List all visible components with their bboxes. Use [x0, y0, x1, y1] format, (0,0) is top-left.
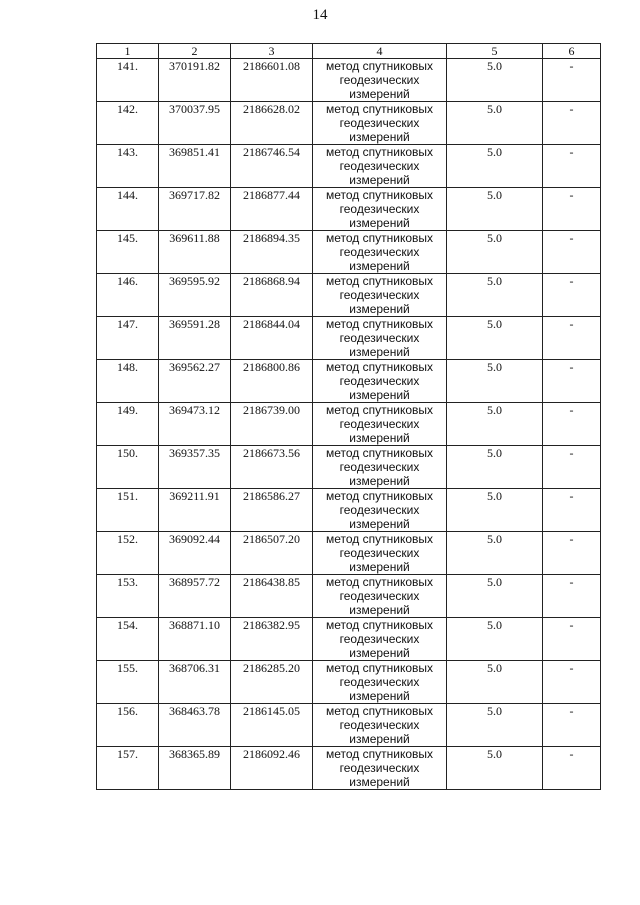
- accuracy-cell: 5.0: [447, 231, 543, 274]
- x-coordinate-cell: 369211.91: [159, 489, 231, 532]
- x-coordinate-cell: 368463.78: [159, 704, 231, 747]
- accuracy-cell: 5.0: [447, 274, 543, 317]
- note-cell: -: [543, 403, 601, 446]
- method-cell: метод спутниковых геодезических измерений: [313, 317, 447, 360]
- page-number: 14: [312, 7, 328, 23]
- x-coordinate-cell: 369562.27: [159, 360, 231, 403]
- accuracy-cell: 5.0: [447, 145, 543, 188]
- table-row: [97, 618, 601, 661]
- method-cell: метод спутниковых геодезических измерений: [313, 446, 447, 489]
- accuracy-cell: 5.0: [447, 59, 543, 102]
- note-cell: -: [543, 661, 601, 704]
- accuracy-cell: 5.0: [447, 489, 543, 532]
- accuracy-cell: 5.0: [447, 747, 543, 790]
- method-cell: метод спутниковых геодезических измерений: [313, 188, 447, 231]
- point-number-cell: 149.: [97, 403, 159, 446]
- table-row: [97, 661, 601, 704]
- note-cell: -: [543, 489, 601, 532]
- table-row: [97, 575, 601, 618]
- note-cell: -: [543, 145, 601, 188]
- note-cell: -: [543, 317, 601, 360]
- point-number-cell: 148.: [97, 360, 159, 403]
- note-cell: -: [543, 446, 601, 489]
- point-number-cell: 142.: [97, 102, 159, 145]
- table-row: [97, 403, 601, 446]
- method-cell: метод спутниковых геодезических измерений: [313, 704, 447, 747]
- header-row: [97, 44, 601, 59]
- y-coordinate-cell: 2186746.54: [231, 145, 313, 188]
- table-row: [97, 489, 601, 532]
- x-coordinate-cell: 369473.12: [159, 403, 231, 446]
- header-cell-2: 2: [159, 44, 231, 59]
- table-row: [97, 360, 601, 403]
- x-coordinate-cell: 368706.31: [159, 661, 231, 704]
- y-coordinate-cell: 2186438.85: [231, 575, 313, 618]
- y-coordinate-cell: 2186894.35: [231, 231, 313, 274]
- point-number-cell: 151.: [97, 489, 159, 532]
- accuracy-cell: 5.0: [447, 403, 543, 446]
- method-cell: метод спутниковых геодезических измерений: [313, 360, 447, 403]
- point-number-cell: 146.: [97, 274, 159, 317]
- x-coordinate-cell: 370191.82: [159, 59, 231, 102]
- x-coordinate-cell: 369591.28: [159, 317, 231, 360]
- method-cell: метод спутниковых геодезических измерений: [313, 747, 447, 790]
- method-cell: метод спутниковых геодезических измерений: [313, 489, 447, 532]
- point-number-cell: 154.: [97, 618, 159, 661]
- method-cell: метод спутниковых геодезических измерений: [313, 403, 447, 446]
- accuracy-cell: 5.0: [447, 360, 543, 403]
- x-coordinate-cell: 369092.44: [159, 532, 231, 575]
- note-cell: -: [543, 618, 601, 661]
- coordinates-table: [96, 43, 601, 790]
- method-cell: метод спутниковых геодезических измерений: [313, 102, 447, 145]
- header-cell-6: 6: [543, 44, 601, 59]
- x-coordinate-cell: 368365.89: [159, 747, 231, 790]
- accuracy-cell: 5.0: [447, 661, 543, 704]
- accuracy-cell: 5.0: [447, 102, 543, 145]
- method-cell: метод спутниковых геодезических измерений: [313, 618, 447, 661]
- point-number-cell: 150.: [97, 446, 159, 489]
- table-row: [97, 231, 601, 274]
- method-cell: метод спутниковых геодезических измерений: [313, 575, 447, 618]
- y-coordinate-cell: 2186877.44: [231, 188, 313, 231]
- table-row: [97, 747, 601, 790]
- note-cell: -: [543, 102, 601, 145]
- y-coordinate-cell: 2186586.27: [231, 489, 313, 532]
- header-cell-5: 5: [447, 44, 543, 59]
- method-cell: метод спутниковых геодезических измерений: [313, 532, 447, 575]
- method-cell: метод спутниковых геодезических измерений: [313, 661, 447, 704]
- point-number-cell: 155.: [97, 661, 159, 704]
- note-cell: -: [543, 704, 601, 747]
- y-coordinate-cell: 2186800.86: [231, 360, 313, 403]
- x-coordinate-cell: 369357.35: [159, 446, 231, 489]
- accuracy-cell: 5.0: [447, 575, 543, 618]
- x-coordinate-cell: 369611.88: [159, 231, 231, 274]
- x-coordinate-cell: 369717.82: [159, 188, 231, 231]
- method-cell: метод спутниковых геодезических измерений: [313, 274, 447, 317]
- y-coordinate-cell: 2186382.95: [231, 618, 313, 661]
- y-coordinate-cell: 2186844.04: [231, 317, 313, 360]
- x-coordinate-cell: 370037.95: [159, 102, 231, 145]
- point-number-cell: 143.: [97, 145, 159, 188]
- y-coordinate-cell: 2186868.94: [231, 274, 313, 317]
- y-coordinate-cell: 2186739.00: [231, 403, 313, 446]
- point-number-cell: 157.: [97, 747, 159, 790]
- y-coordinate-cell: 2186507.20: [231, 532, 313, 575]
- y-coordinate-cell: 2186285.20: [231, 661, 313, 704]
- method-cell: метод спутниковых геодезических измерений: [313, 145, 447, 188]
- y-coordinate-cell: 2186601.08: [231, 59, 313, 102]
- note-cell: -: [543, 188, 601, 231]
- note-cell: -: [543, 747, 601, 790]
- point-number-cell: 147.: [97, 317, 159, 360]
- header-cell-1: 1: [97, 44, 159, 59]
- point-number-cell: 144.: [97, 188, 159, 231]
- table-row: [97, 532, 601, 575]
- point-number-cell: 153.: [97, 575, 159, 618]
- accuracy-cell: 5.0: [447, 532, 543, 575]
- note-cell: -: [543, 575, 601, 618]
- note-cell: -: [543, 231, 601, 274]
- x-coordinate-cell: 369851.41: [159, 145, 231, 188]
- table-row: [97, 188, 601, 231]
- accuracy-cell: 5.0: [447, 618, 543, 661]
- header-cell-4: 4: [313, 44, 447, 59]
- note-cell: -: [543, 274, 601, 317]
- table-row: [97, 102, 601, 145]
- point-number-cell: 152.: [97, 532, 159, 575]
- accuracy-cell: 5.0: [447, 446, 543, 489]
- accuracy-cell: 5.0: [447, 704, 543, 747]
- accuracy-cell: 5.0: [447, 188, 543, 231]
- method-cell: метод спутниковых геодезических измерений: [313, 59, 447, 102]
- method-cell: метод спутниковых геодезических измерений: [313, 231, 447, 274]
- x-coordinate-cell: 368871.10: [159, 618, 231, 661]
- point-number-cell: 145.: [97, 231, 159, 274]
- y-coordinate-cell: 2186145.05: [231, 704, 313, 747]
- note-cell: -: [543, 532, 601, 575]
- table-body: [97, 59, 601, 790]
- y-coordinate-cell: 2186092.46: [231, 747, 313, 790]
- table-row: [97, 317, 601, 360]
- note-cell: -: [543, 360, 601, 403]
- y-coordinate-cell: 2186673.56: [231, 446, 313, 489]
- x-coordinate-cell: 369595.92: [159, 274, 231, 317]
- table-row: [97, 59, 601, 102]
- header-cell-3: 3: [231, 44, 313, 59]
- table-row: [97, 446, 601, 489]
- accuracy-cell: 5.0: [447, 317, 543, 360]
- table-row: [97, 145, 601, 188]
- x-coordinate-cell: 368957.72: [159, 575, 231, 618]
- point-number-cell: 156.: [97, 704, 159, 747]
- table-row: [97, 274, 601, 317]
- table-row: [97, 704, 601, 747]
- y-coordinate-cell: 2186628.02: [231, 102, 313, 145]
- note-cell: -: [543, 59, 601, 102]
- point-number-cell: 141.: [97, 59, 159, 102]
